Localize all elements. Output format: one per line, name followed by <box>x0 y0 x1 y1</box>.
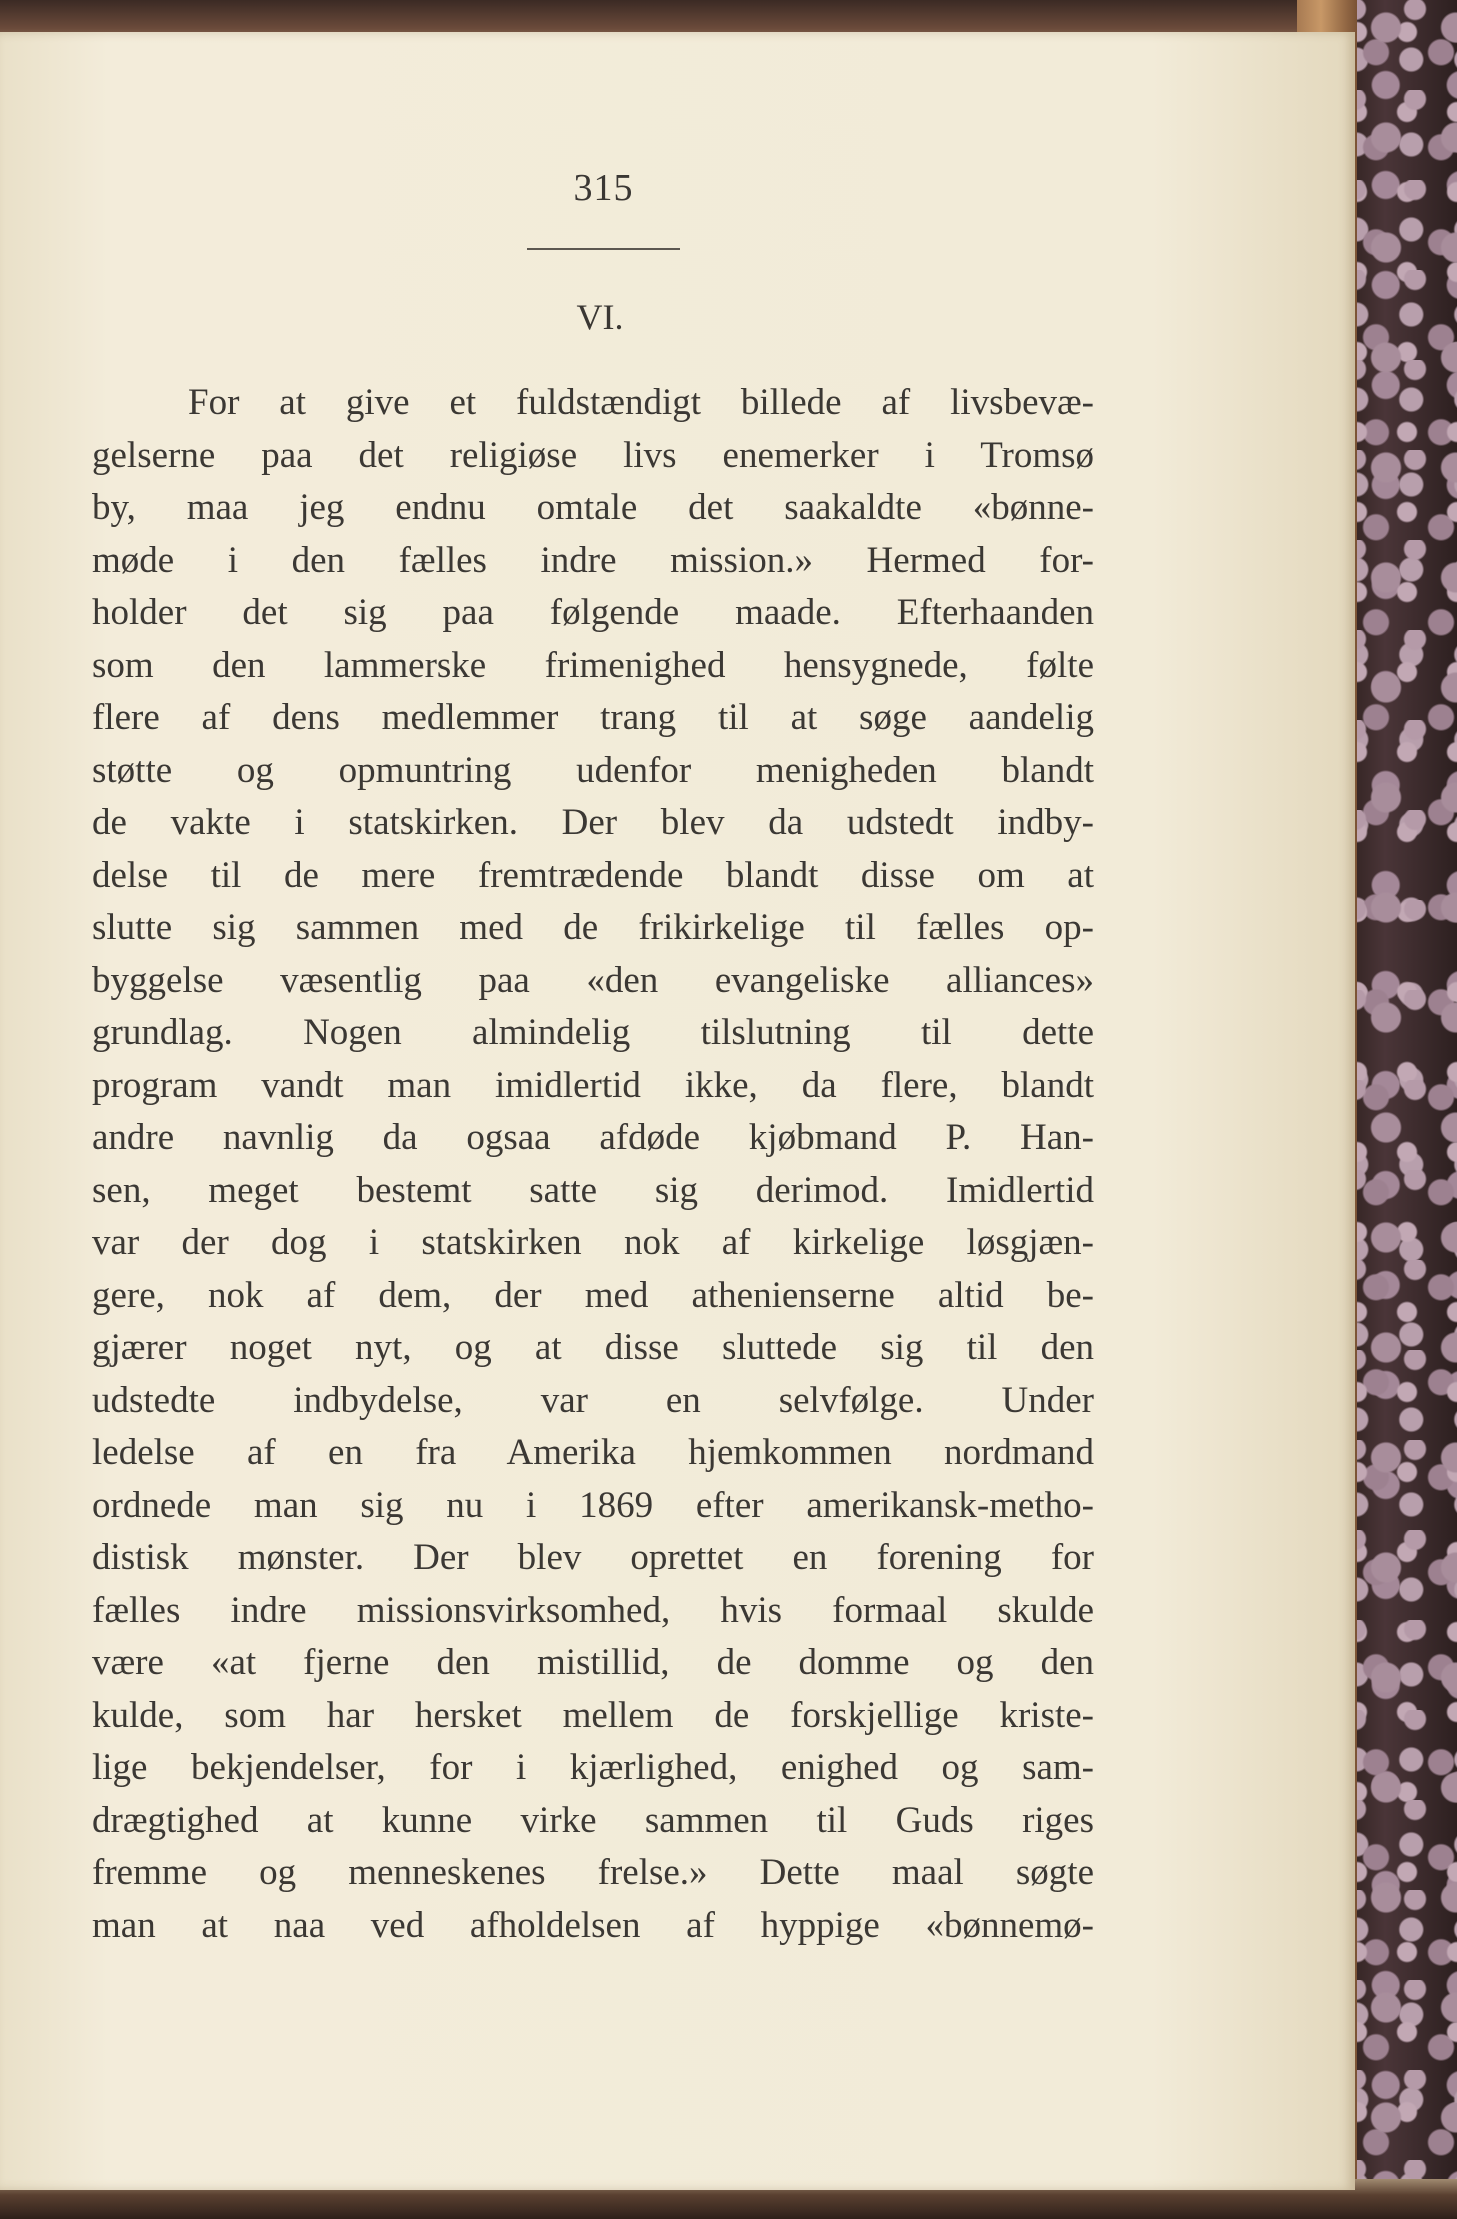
body-text <box>92 377 1094 1952</box>
text-line: gelserne paa det religiøse livs enemerker i Tromsø <box>92 434 1094 476</box>
text-line: byggelse væsentlig paa «den evangeliske alliances» <box>92 959 1094 1001</box>
text-line: man at naa ved afholdelsen af hyppige «bønnemø- <box>92 1904 1094 1946</box>
text-line: sen, meget bestemt satte sig derimod. Imidlertid <box>92 1169 1094 1211</box>
text-line: grundlag. Nogen almindelig tilslutning til dette <box>92 1012 1094 1053</box>
text-line: lige bekjendelser, for i kjærlighed, enighed og sam- <box>92 1747 1094 1788</box>
text-line: by, maa jeg endnu omtale det saakaldte «bønne- <box>92 487 1094 528</box>
text-line: fælles indre missionsvirksomhed, hvis formaal skulde <box>92 1589 1094 1631</box>
text-line: møde i den fælles indre mission.» Hermed for- <box>92 539 1094 581</box>
text-line: kulde, som har hersket mellem de forskjellige kriste- <box>92 1694 1094 1736</box>
book-page <box>0 32 1355 2190</box>
text-line: fremme og menneskenes frelse.» Dette maal søgte <box>92 1852 1094 1893</box>
text-line: holder det sig paa følgende maade. Efterhaanden <box>92 592 1094 633</box>
text-line: være «at fjerne den mistillid, de domme og den <box>92 1642 1094 1683</box>
text-line: drægtighed at kunne virke sammen til Guds riges <box>92 1799 1094 1841</box>
chapter-heading: VI. <box>576 297 624 337</box>
text-line: gere, nok af dem, der med athenienserne altid be- <box>92 1274 1094 1316</box>
text-line: ledelse af en fra Amerika hjemkommen nordmand <box>92 1432 1094 1473</box>
text-line: ordnede man sig nu i 1869 efter amerikansk-metho- <box>92 1484 1094 1526</box>
text-line: flere af dens medlemmer trang til at søge aandelig <box>92 697 1094 738</box>
text-line: slutte sig sammen med de frikirkelige til fælles op- <box>92 907 1094 948</box>
text-line: For at give et fuldstændigt billede af livsbevæ- <box>188 382 1094 423</box>
text-line: program vandt man imidlertid ikke, da flere, blandt <box>92 1064 1094 1106</box>
text-line: distisk mønster. Der blev oprettet en forening for <box>92 1537 1094 1578</box>
text-line: de vakte i statskirken. Der blev da udstedt indby- <box>92 802 1094 843</box>
page-number-rule <box>527 248 680 250</box>
text-line: var der dog i statskirken nok af kirkelige løsgjæn- <box>92 1222 1094 1263</box>
text-line: støtte og opmuntring udenfor menigheden blandt <box>92 749 1094 791</box>
text-line: gjærer noget nyt, og at disse sluttede sig til den <box>92 1327 1094 1368</box>
text-line: andre navnlig da ogsaa afdøde kjøbmand P. Han- <box>92 1117 1094 1158</box>
text-line: udstedte indbydelse, var en selvfølge. Under <box>92 1379 1094 1421</box>
page-number: 315 <box>573 167 634 209</box>
text-line: som den lammerske frimenighed hensygnede, følte <box>92 644 1094 686</box>
text-line: delse til de mere fremtrædende blandt disse om at <box>92 854 1094 896</box>
